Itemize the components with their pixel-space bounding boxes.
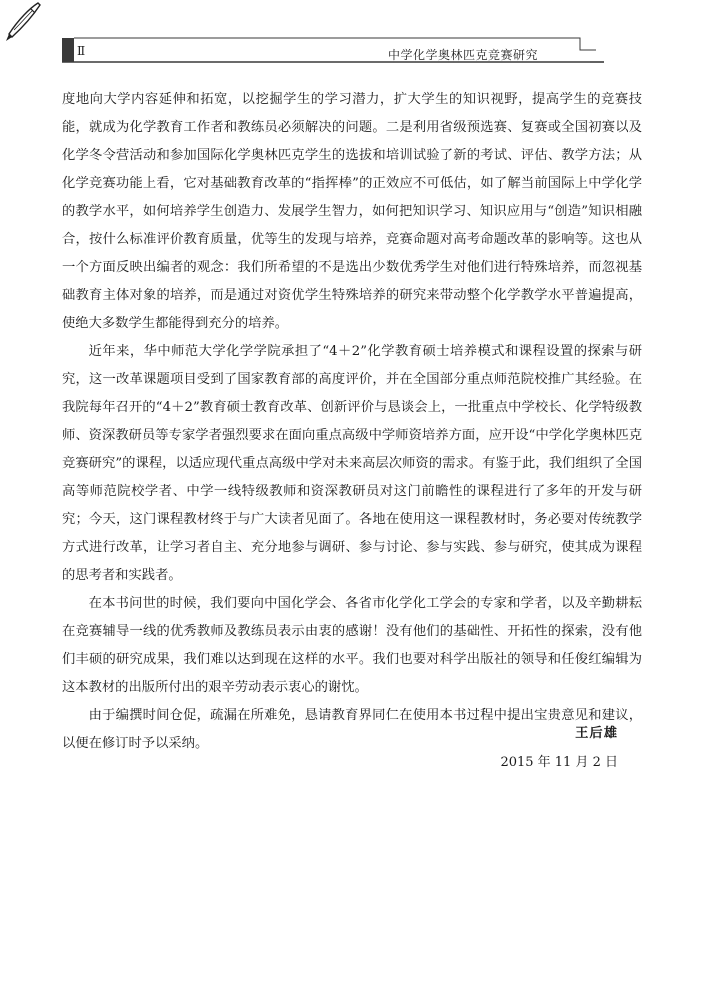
page-number: Ⅱ (77, 44, 86, 58)
header-tab-block (62, 38, 74, 62)
paragraph: 由于编撰时间仓促，疏漏在所难免，恳请教育界同仁在使用本书过程中提出宝贵意见和建议，以便在修订时予以采纳。 (62, 708, 642, 751)
body-text (62, 86, 642, 758)
paragraph: 近年来，华中师范大学化学学院承担了“4＋2”化学教育硕士培养模式和课程设置的探索与研究，这一改革课题项目受到了国家教育部的高度评价，并在全国部分重点师范院校推广其经验。在我院每年召开的“4＋2”教育硕士教育改革、创新评价与恳谈会上，一批重点中学校长、化学特级教师、资深教研员等专家学者强烈要求在面向重点高级中学师资培养方面，应开设“中学化学奥林匹克竞赛研究”的课程，以适应现代重点高级中学对未来高层次师资的需求。有鉴于此，我们组织了全国高等师范院校学者、中学一线特级教师和资深教研员对这门前瞻性的课程进行了多年的开发与研究；今天，这门课程教材终于与广大读者见面了。各地在使用这一课程教材时，务必要对传统教学方式进行改革，让学习者自主、充分地参与调研、参与讨论、参与实践、参与研究，使其成为课程的思考者和实践者。 (62, 344, 642, 583)
paragraph: 度地向大学内容延伸和拓宽，以挖掘学生的学习潜力，扩大学生的知识视野，提高学生的竞赛技能，就成为化学教育工作者和教练员必须解决的问题。二是利用省级预选赛、复赛或全国初赛以及化学冬令营活动和参加国际化学奥林匹克学生的选拔和培训试验了新的考试、评估、教学方法；从化学竞赛功能上看，它对基础教育改革的“指挥棒”的正效应不可低估，如了解当前国际上中学化学的教学水平，如何培养学生创造力、发展学生智力，如何把知识学习、知识应用与“创造”知识相融合，按什么标准评价教育质量，优等生的发现与培养，竞赛命题对高考命题改革的影响等。这也从一个方面反映出编者的观念：我们所希望的不是选出少数优秀学生对他们进行特殊培养，而忽视基础教育主体对象的培养，而是通过对资优学生特殊培养的研究来带动整个化学教学水平普遍提高，使绝大多数学生都能得到充分的培养。 (62, 92, 642, 331)
running-title: 中学化学奥林匹克竞赛研究 (388, 48, 539, 62)
pen-icon (0, 0, 44, 44)
page-header (0, 0, 706, 75)
paragraph: 在本书问世的时候，我们要向中国化学会、各省市化学化工学会的专家和学者，以及辛勤耕耘在竞赛辅导一线的优秀教师及教练员表示由衷的感谢！没有他们的基础性、开拓性的探索，没有他们丰硕的研究成果，我们难以达到现在这样的水平。我们也要对科学出版社的领导和任俊红编辑为这本教材的出版所付出的艰辛劳动表示衷心的谢忱。 (62, 596, 642, 695)
header-frame (0, 0, 706, 75)
header-step-line (560, 38, 596, 50)
author-signature: 王后雄 (575, 726, 618, 741)
signature-date: 2015 年 11 月 2 日 (500, 755, 618, 770)
